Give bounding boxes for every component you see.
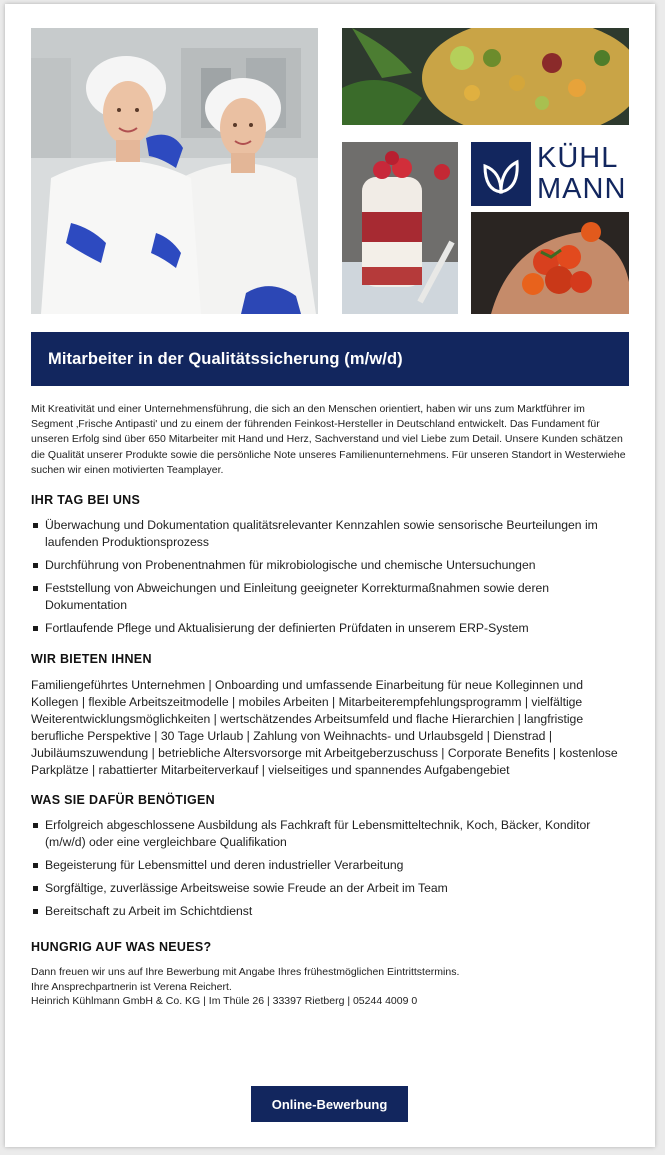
salad-photo xyxy=(342,28,629,125)
job-title-banner xyxy=(31,332,629,386)
dessert-jar-photo xyxy=(342,142,458,314)
list-item: Feststellung von Abweichungen und Einleitung geeigneter Korrekturmaßnahmen sowie deren Dokumentation xyxy=(31,580,629,614)
online-application-button[interactable]: Online-Bewerbung xyxy=(251,1086,408,1122)
kuehlmann-logo xyxy=(471,142,629,206)
list-item: Sorgfältige, zuverlässige Arbeitsweise sowie Freude an der Arbeit im Team xyxy=(31,880,629,897)
offer-heading: WIR BIETEN IHNEN xyxy=(31,652,152,667)
tasks-heading: IHR TAG BEI UNS xyxy=(31,493,141,508)
list-item: Bereitschaft zu Arbeit im Schichtdienst xyxy=(31,903,629,920)
tomatoes-photo xyxy=(471,212,629,314)
contact-heading: HUNGRIG AUF WAS NEUES? xyxy=(31,940,212,955)
list-item: Überwachung und Dokumentation qualitätsrelevanter Kennzahlen sowie sensorische Beurteilungen im laufenden Produktionsprozess xyxy=(31,517,629,551)
list-item: Fortlaufende Pflege und Aktualisierung der definierten Prüfdaten in unserem ERP-System xyxy=(31,620,629,637)
job-title: Mitarbeiter in der Qualitätssicherung (m/w/d) xyxy=(48,349,403,368)
list-item: Erfolgreich abgeschlossene Ausbildung als Fachkraft für Lebensmitteltechnik, Koch, Bäcker, Konditor (m/w/d) oder eine vergleichbare Qualifikation xyxy=(31,817,629,851)
offer-text: Familiengeführtes Unternehmen | Onboarding und umfassende Einarbeitung für neue Kolleginnen und Kollegen | flexible Arbeitszeitmodelle | mobiles Arbeiten | Mitarbeiterempfehlungsprogramm | vielfältige Weiterentwicklungsmöglichkeiten | wertschätzendes Arbeitsumfeld und flache Hierarchien | langfristige berufliche Perspektive | 30 Tage Urlaub | Zahlung von Weihnachts- und Urlaubsgeld | Dienstrad | Jubiläumszuwendung | betriebliche Altersvorsorge mit Arbeitgeberzuschuss | Corporate Benefits | kostenlose Parkplätze | rabattierter Mitarbeiterverkauf | vielseitiges und spannendes Aufgabengebiet xyxy=(31,678,618,778)
logo-line-1: KÜHL xyxy=(537,142,619,174)
company-address: Heinrich Kühlmann GmbH & Co. KG | Im Thüle 26 | 33397 Rietberg | 05244 4009 0 xyxy=(31,995,418,1008)
contact-line: Dann freuen wir uns auf Ihre Bewerbung mit Angabe Ihres frühestmöglichen Eintrittstermins. xyxy=(31,966,460,979)
contact-person: Ihre Ansprechpartnerin ist Verena Reichert. xyxy=(31,980,232,993)
list-item: Durchführung von Probenentnahmen für mikrobiologische und chemische Untersuchungen xyxy=(31,557,629,574)
tasks-list xyxy=(31,517,629,637)
job-description xyxy=(31,402,629,1009)
job-ad-card xyxy=(5,4,655,1147)
contact-block xyxy=(31,965,629,1009)
logo-line-2: MANN xyxy=(537,173,627,205)
intro-text: Mit Kreativität und einer Unternehmensführung, die sich an den Menschen orientiert, haben wir uns zum Marktführer im Segment ‚Frische Antipasti' und zu einem der führenden Feinkost-Hersteller in Deutschland entwickelt. Das Fundament für unseren Erfolg sind über 650 Mitarbeiter mit Hand und Herz, Sachverstand und viel Liebe zum Detail. Unsere Kunden schätzen die Qualität unserer Produkte sowie die persönliche Note unseres Familienunternehmens. Für unseren Standort in Westerwiehe suchen wir einen motivierten Teamplayer. xyxy=(31,403,626,476)
requirements-heading: WAS SIE DAFÜR BENÖTIGEN xyxy=(31,793,215,808)
requirements-list xyxy=(31,817,629,920)
list-item: Begeisterung für Lebensmittel und deren industrieller Verarbeitung xyxy=(31,857,629,874)
employees-photo xyxy=(31,28,318,314)
